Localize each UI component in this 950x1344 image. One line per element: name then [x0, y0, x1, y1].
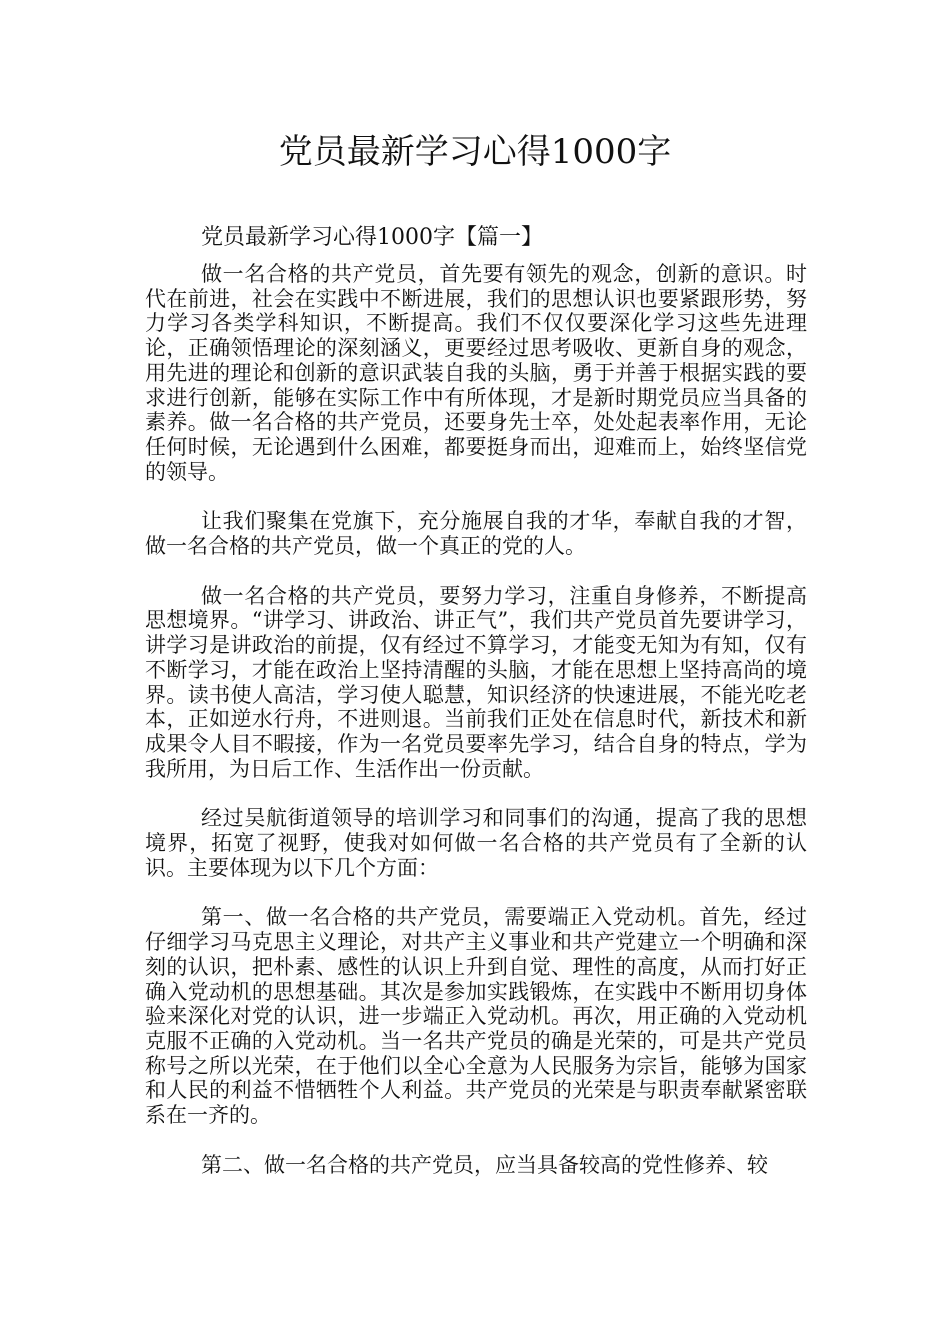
document-title: 党员最新学习心得1000字 [278, 132, 672, 172]
paragraph-2: 让我们聚集在党旗下，充分施展自我的才华，奉献自我的才智，做一名合格的共产党员，做一个真正的党的人。 [145, 509, 807, 559]
paragraph-3: 做一名合格的共产党员，要努力学习，注重自身修养，不断提高思想境界。“讲学习、讲政治、讲正气”，我们共产党员首先要讲学习，讲学习是讲政治的前提，仅有经过不算学习，才能变无知为有知，仅有不断学习，才能在政治上坚持清醒的头脑，才能在思想上坚持高尚的境界。读书使人高洁，学习使人聪慧，知识经济的快速进展，不能光吃老本，正如逆水行舟，不进则退。当前我们正处在信息时代，新技术和新成果令人目不暇接，作为一名党员要率先学习，结合自身的特点，学为我所用，为日后工作、生活作出一份贡献。 [145, 583, 807, 781]
document-body [145, 262, 807, 1203]
section-heading: 党员最新学习心得1000字【篇一】 [201, 225, 543, 250]
paragraph-1: 做一名合格的共产党员，首先要有领先的观念，创新的意识。时代在前进，社会在实践中不断进展，我们的思想认识也要紧跟形势，努力学习各类学科知识，不断提高。我们不仅仅要深化学习这些先进理论，正确领悟理论的深刻涵义，更要经过思考吸收、更新自身的观念，用先进的理论和创新的意识武装自我的头脑，勇于并善于根据实践的要求进行创新，能够在实际工作中有所体现，才是新时期党员应当具备的素养。做一名合格的共产党员，还要身先士卒，处处起表率作用，无论任何时候，无论遇到什么困难，都要挺身而出，迎难而上，始终坚信党的领导。 [145, 262, 807, 484]
paragraph-4: 经过吴航街道领导的培训学习和同事们的沟通，提高了我的思想境界，拓宽了视野，使我对如何做一名合格的共产党员有了全新的认识。主要体现为以下几个方面： [145, 806, 807, 880]
paragraph-5: 第一、做一名合格的共产党员，需要端正入党动机。首先，经过仔细学习马克思主义理论，对共产主义事业和共产党建立一个明确和深刻的认识，把朴素、感性的认识上升到自觉、理性的高度，从而打好正确入党动机的思想基础。其次是参加实践锻炼，在实践中不断用切身体验来深化对党的认识，进一步端正入党动机。再次，用正确的入党动机克服不正确的入党动机。当一名共产党员的确是光荣的，可是共产党员称号之所以光荣，在于他们以全心全意为人民服务为宗旨，能够为国家和人民的利益不惜牺牲个人利益。共产党员的光荣是与职责奉献紧密联系在一齐的。 [145, 905, 807, 1128]
paragraph-6: 第二、做一名合格的共产党员，应当具备较高的党性修养、较 [201, 1152, 768, 1177]
